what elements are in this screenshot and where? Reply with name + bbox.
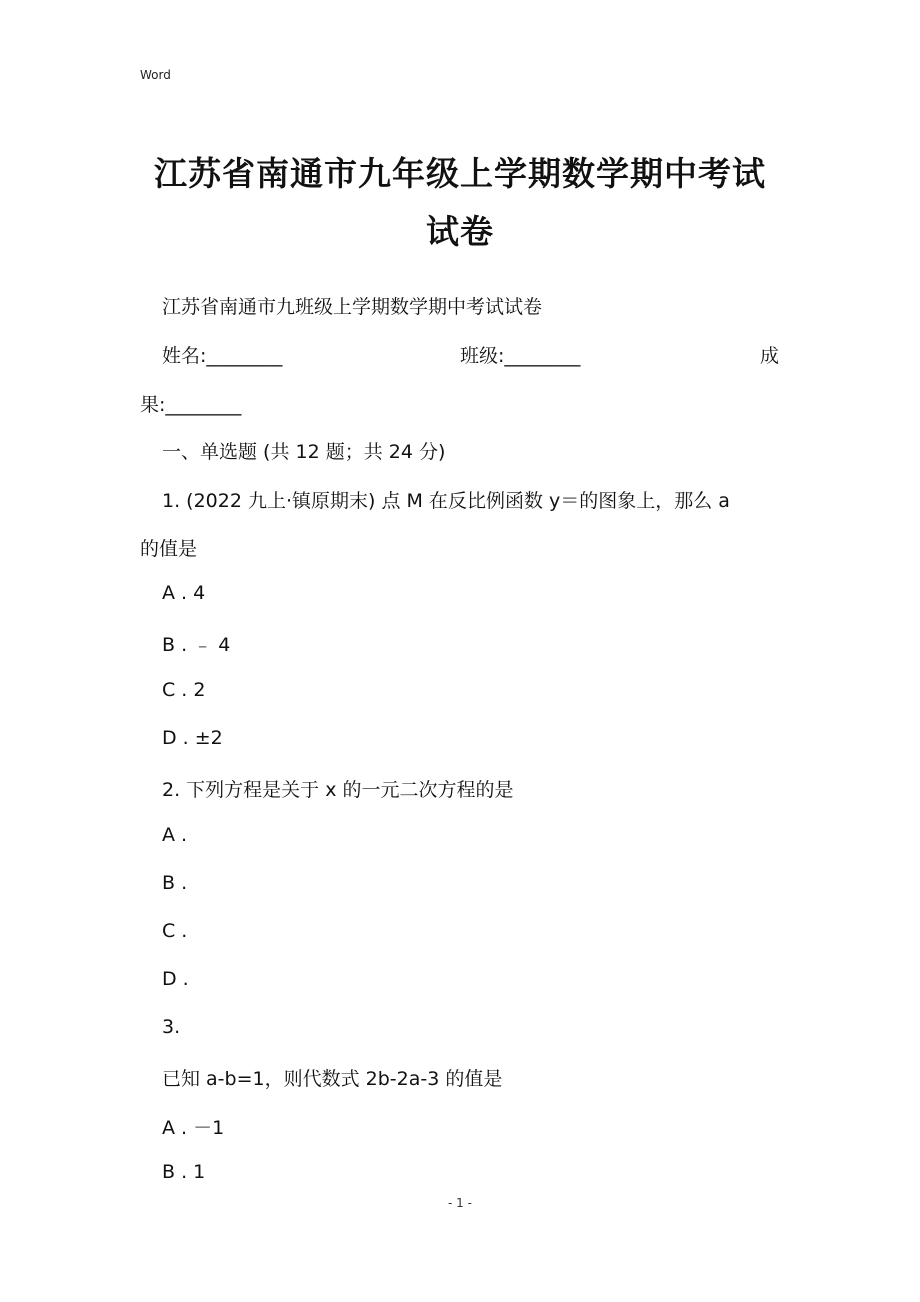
question-2-option-d: D . bbox=[162, 968, 189, 990]
question-2-option-b: B . bbox=[162, 872, 188, 894]
header-label: Word bbox=[140, 68, 171, 82]
question-3-option-b: B . 1 bbox=[162, 1161, 206, 1183]
subtitle: 江苏省南通市九班级上学期数学期中考试试卷 bbox=[162, 296, 543, 318]
question-3-option-a: A . －1 bbox=[162, 1117, 225, 1139]
name-field: 姓名:________ bbox=[162, 345, 283, 367]
question-1-text-cont: 的值是 bbox=[140, 538, 198, 560]
document-title-line1: 江苏省南通市九年级上学期数学期中考试 bbox=[154, 154, 766, 193]
class-field: 班级:________ bbox=[460, 345, 581, 367]
page-number: - 1 - bbox=[448, 1196, 472, 1210]
question-2-text: 2. 下列方程是关于 x 的一元二次方程的是 bbox=[162, 779, 514, 801]
question-1-text: 1. (2022 九上·镇原期末) 点 M 在反比例函数 y＝的图象上，那么 a bbox=[162, 490, 730, 512]
question-2-option-a: A . bbox=[162, 824, 188, 846]
score-field-prefix: 成 bbox=[760, 345, 780, 367]
question-1-option-a: A . 4 bbox=[162, 582, 206, 604]
document-title-line2: 试卷 bbox=[426, 212, 494, 251]
question-2-option-c: C . bbox=[162, 920, 188, 942]
question-1-option-b: B . ﹣ 4 bbox=[162, 634, 231, 656]
section-heading: 一、单选题 (共 12 题；共 24 分) bbox=[162, 441, 446, 463]
question-1-option-d: D . ±2 bbox=[162, 727, 223, 749]
question-3-number: 3. bbox=[162, 1016, 181, 1038]
question-3-text: 已知 a-b=1，则代数式 2b-2a-3 的值是 bbox=[162, 1068, 503, 1090]
question-1-option-c: C . 2 bbox=[162, 679, 206, 701]
score-field: 果:________ bbox=[140, 394, 242, 416]
